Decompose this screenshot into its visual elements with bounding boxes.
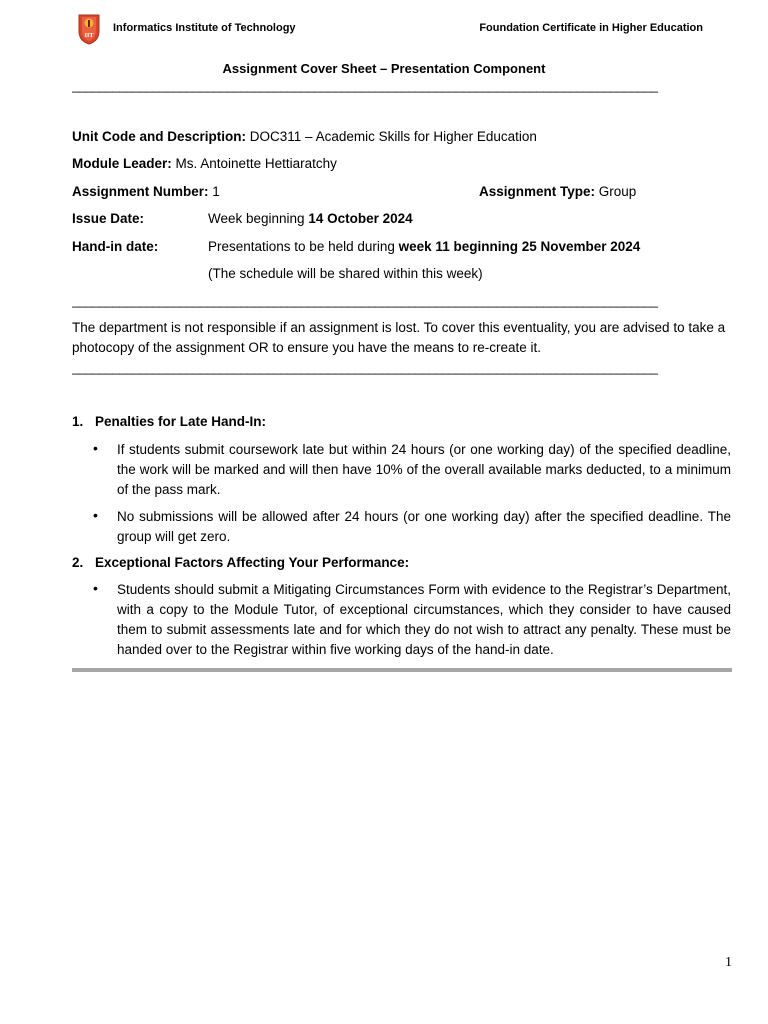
page-number: 1 [725,955,732,970]
institution-name: Informatics Institute of Technology [113,22,296,34]
module-leader-row [72,156,337,171]
bullet-icon: • [93,580,98,596]
hand-in-week: week 11 beginning 25 November 2024 [398,239,641,254]
programme-name: Foundation Certificate in Higher Education [479,22,703,34]
list-item: No submissions will be allowed after 24 hours (or one working day) after the specified deadline. The group will get zero. [117,509,731,544]
divider-line: _______________________________________________________________________________________ [72,78,658,93]
schedule-note: (The schedule will be shared within this week) [208,266,483,281]
assignment-type-label: Assignment Type: [479,184,596,199]
module-leader-value: Ms. Antoinette Hettiaratchy [175,156,337,171]
unit-code-label: Unit Code and Description: [72,129,247,144]
assignment-number-row [72,184,220,199]
section-title: Penalties for Late Hand-In: [95,414,267,429]
divider-line: _______________________________________________________________________________________ [72,360,658,375]
section-bottom-rule [72,668,732,672]
page-title: Assignment Cover Sheet – Presentation Component [222,61,546,76]
unit-code-value: DOC311 – Academic Skills for Higher Education [249,129,537,144]
issue-date-value [208,211,413,226]
hand-in-date-value [208,239,640,254]
hand-in-date-label: Hand-in date: [72,239,159,254]
list-item: Students should submit a Mitigating Circumstances Form with evidence to the Registrar’s Department, with a copy to the Module Tutor, of exceptional circumstances, which they consider to have caused them to submit assessments late and for which they do not wish to attract any penalty. These must be handed over to the Registrar within five working days of the hand-in date. [117,582,731,657]
logo-lettering: IIT [84,33,94,39]
assignment-type-row [479,184,636,199]
divider-line: _______________________________________________________________________________________ [72,293,658,308]
issue-date-prefix: Week beginning [208,211,305,226]
assignment-number-value: 1 [212,184,220,199]
issue-date-date: 14 October 2024 [308,211,413,226]
module-leader-label: Module Leader: [72,156,172,171]
section-number: 1. [72,414,84,429]
section-heading-late-hand-in [72,414,266,429]
section-heading-exceptional-factors [72,555,409,570]
assignment-type-value: Group [598,184,637,199]
responsibility-notice: The department is not responsible if an assignment is lost. To cover this eventuality, you are advised to take a photocopy of the assignment OR to ensure you have the means to re-create it. [72,320,726,355]
list-item: If students submit coursework late but within 24 hours (or one working day) of the specified deadline, the work will be marked and will then have 10% of the overall available marks deducted, to a minimum of the pass mark. [117,442,731,497]
section-number: 2. [72,555,84,570]
bullet-icon: • [93,440,98,456]
iit-logo-icon [77,13,101,45]
section-title: Exceptional Factors Affecting Your Performance: [95,555,410,570]
assignment-number-label: Assignment Number: [72,184,209,199]
hand-in-prefix: Presentations to be held during [208,239,395,254]
issue-date-label: Issue Date: [72,211,145,226]
unit-code-row [72,129,537,144]
bullet-icon: • [93,507,98,523]
